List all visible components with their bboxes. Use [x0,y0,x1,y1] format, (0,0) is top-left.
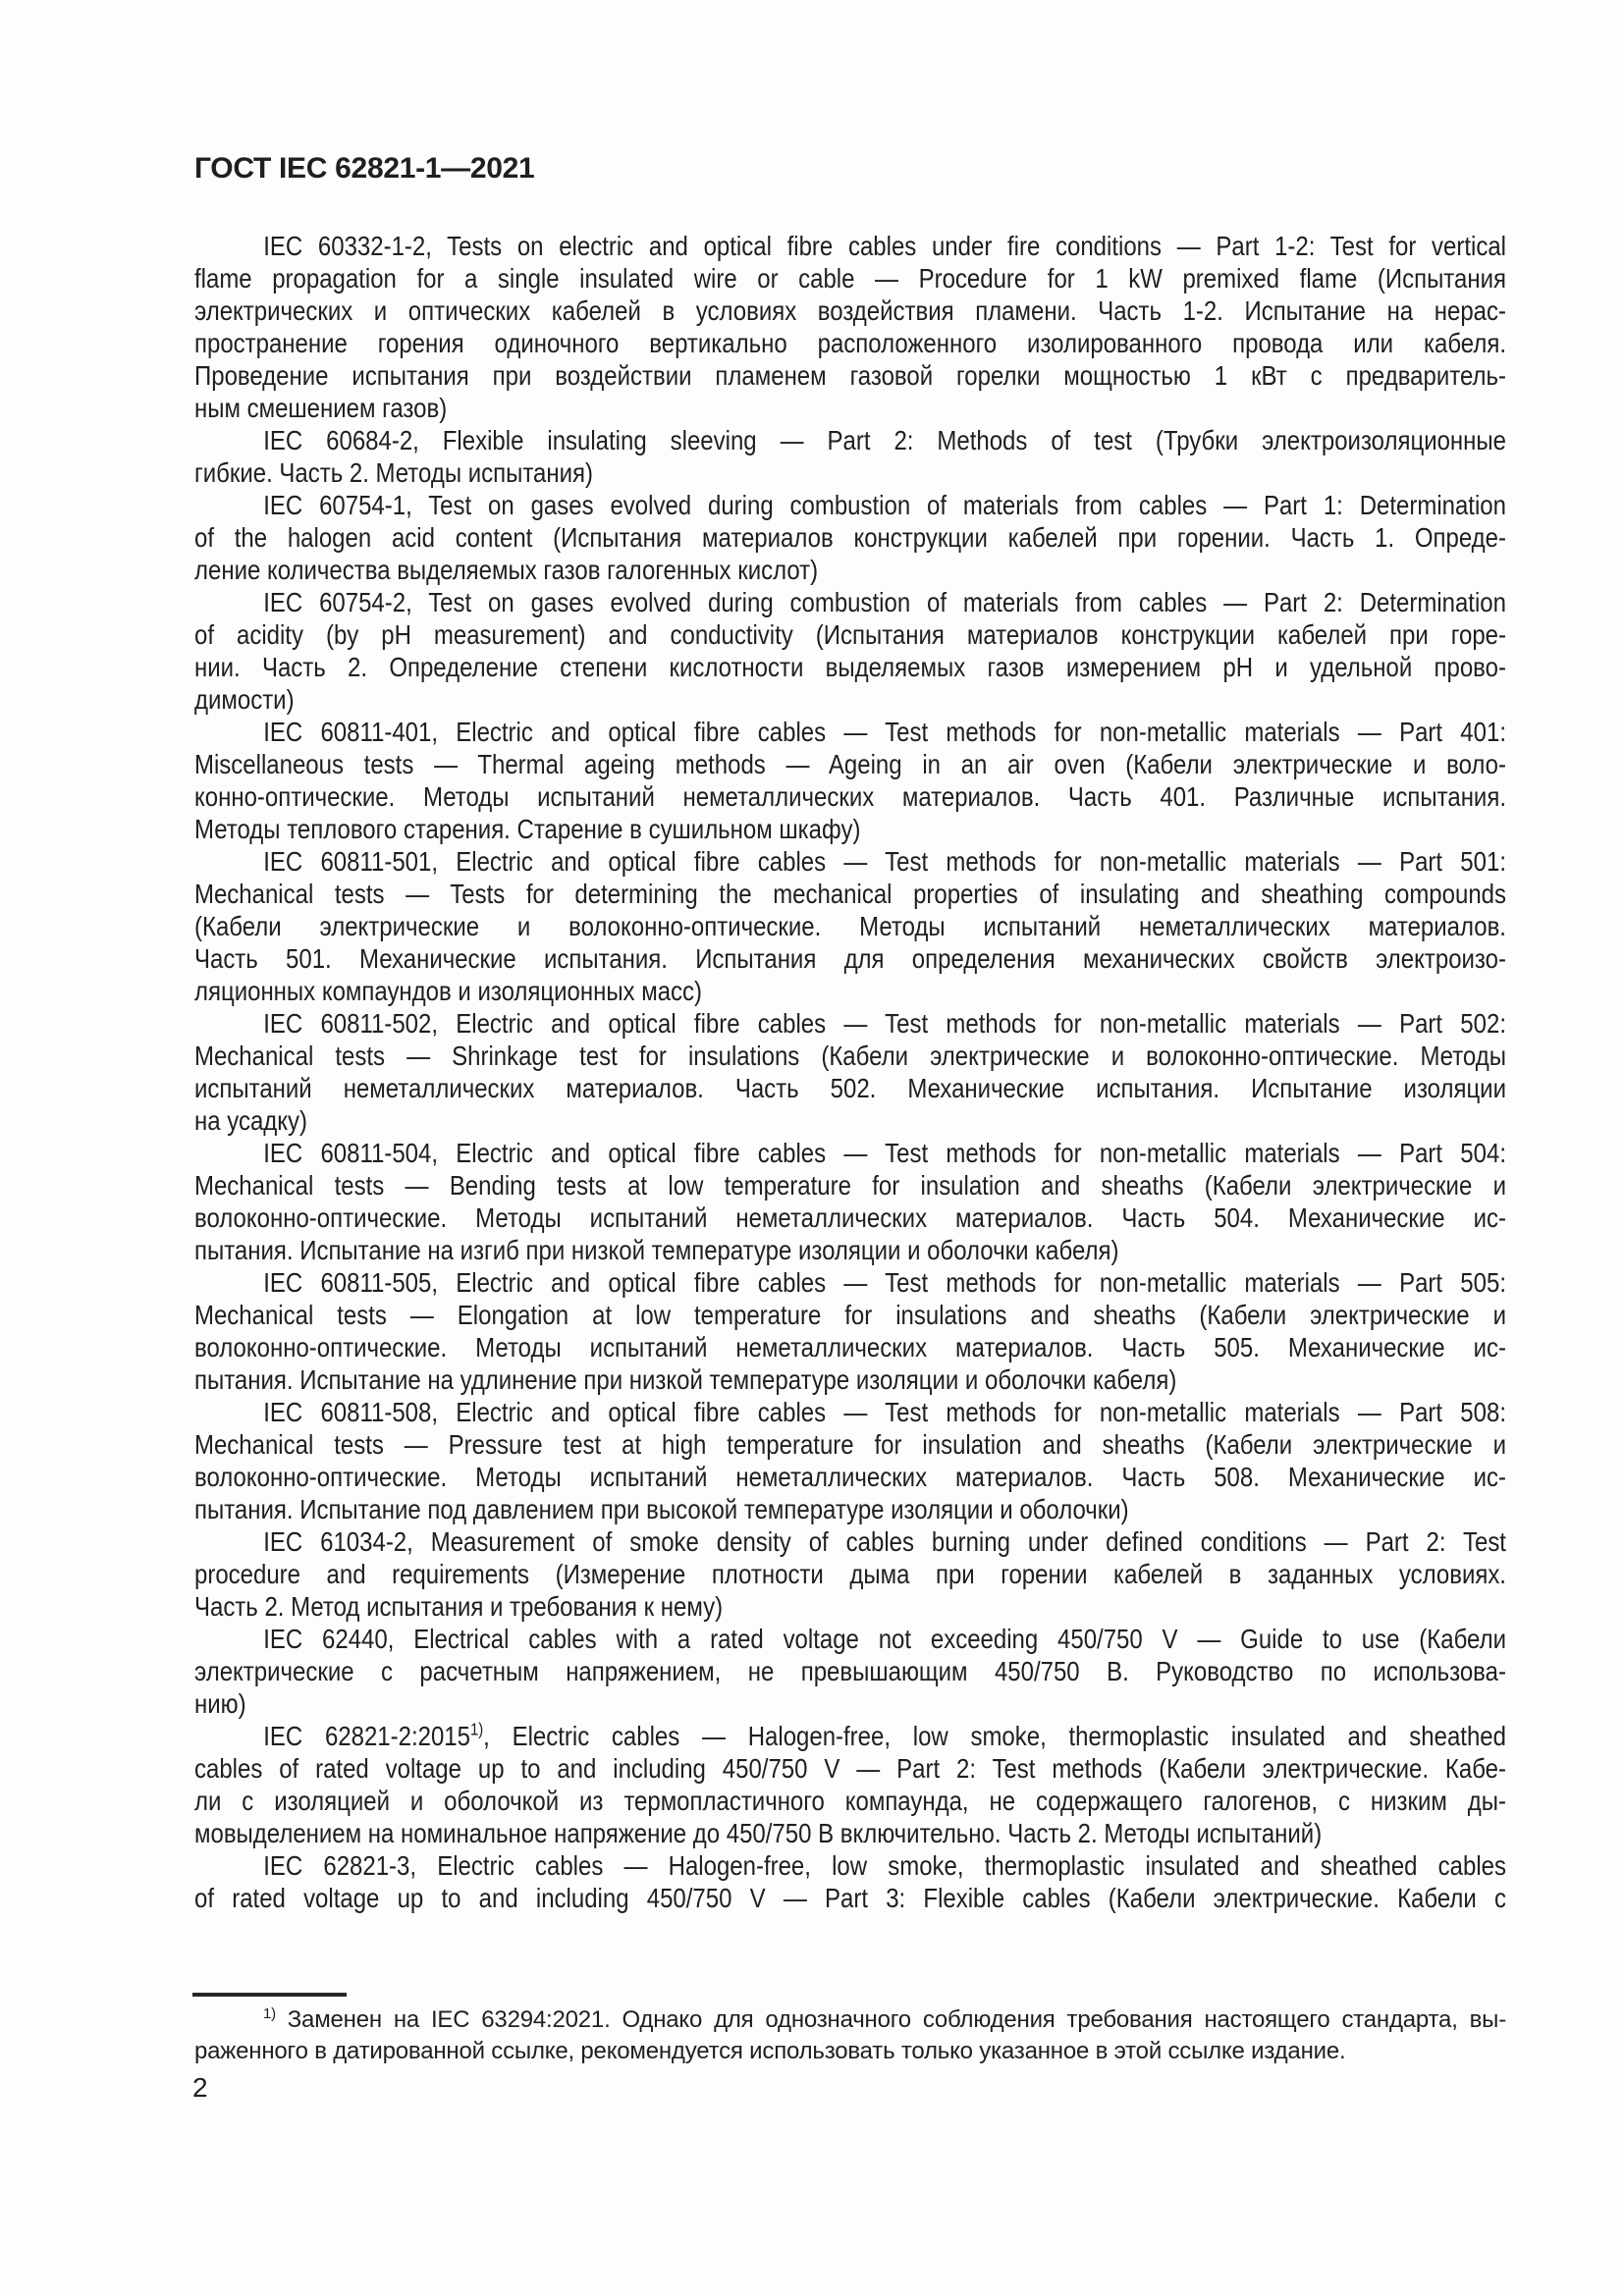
reference-line: IEC 60811-401, Electric and optical fibre cables — Test methods for non-metallic materials — Part 401: [263,717,1506,747]
reference-line: flame propagation for a single insulated wire or cable — Procedure for 1 kW premixed flame (Испытания [194,263,1506,294]
reference-line: IEC 60332-1-2, Tests on electric and optical fibre cables under fire conditions — Part 1-2: Test for vertical [263,231,1506,261]
superscript-marker: 1) [469,1720,484,1739]
reference-line: волоконно-оптические. Методы испытаний неметаллических материалов. Часть 508. Механические ис- [194,1462,1506,1492]
reference-line: Mechanical tests — Shrinkage test for insulations (Кабели электрические и волоконно-оптические. Методы [194,1041,1506,1071]
reference-paragraph [194,716,1506,845]
reference-line: IEC 62821-2:2015$^{1)}$, Electric cables — Halogen-free, low smoke, thermoplastic insulated and sheathed [263,1720,1506,1751]
reference-line: ным смешением газов) [194,393,448,423]
references-section [194,230,1506,1914]
reference-line: пытания. Испытание на изгиб при низкой температуре изоляции и оболочки кабеля) [194,1235,1119,1265]
reference-paragraph [194,230,1506,424]
reference-line: пространение горения одиночного вертикально расположенного изолированного провода или кабеля. [194,328,1506,358]
reference-paragraph [194,1525,1506,1623]
reference-line: of acidity (by pH measurement) and conductivity (Испытания материалов конструкции кабелей при горе- [194,619,1506,650]
reference-line: Часть 2. Метод испытания и требования к нему) [194,1591,724,1622]
reference-line: Mechanical tests — Bending tests at low temperature for insulation and sheaths (Кабели электрические и [194,1170,1506,1201]
reference-line: гибкие. Часть 2. Методы испытания) [194,457,593,488]
reference-line: Mechanical tests — Tests for determining the mechanical properties of insulating and sheathing compounds [194,879,1506,909]
reference-line: IEC 60811-502, Electric and optical fibre cables — Test methods for non-metallic materials — Part 502: [263,1008,1506,1039]
reference-line: IEC 62440, Electrical cables with a rated voltage not exceeding 450/750 V — Guide to use (Кабели [263,1624,1506,1654]
reference-line: димости) [194,684,295,715]
reference-line: Проведение испытания при воздействии пламенем газовой горелки мощностью 1 кВт с предваритель- [194,360,1506,391]
reference-line: ли с изоляцией и оболочкой из термопластичного компаунда, не содержащего галогенов, с низким ды- [194,1786,1506,1816]
reference-paragraph [194,1007,1506,1137]
reference-line: (Кабели электрические и волоконно-оптические. Методы испытаний неметаллических материалов. [194,911,1506,941]
reference-paragraph [194,845,1506,1007]
reference-line: procedure and requirements (Измерение плотности дыма при горении кабелей в заданных условиях. [194,1559,1506,1589]
reference-line: ление количества выделяемых газов галогенных кислот) [194,555,819,585]
reference-line: мовыделением на номинальное напряжение до 450/750 В включительно. Часть 2. Методы испытаний) [194,1818,1323,1848]
superscript-marker: 1) [263,2006,276,2022]
reference-line: of rated voltage up to and including 450/750 V — Part 3: Flexible cables (Кабели электрические. Кабели с [194,1883,1506,1913]
reference-line: Методы теплового старения. Старение в сушильном шкафу) [194,814,861,844]
footnote-line: $^{1)}$ Заменен на IEC 63294:2021. Однако для однозначного соблюдения требования настоящего стандарта, вы- [263,2006,1506,2033]
reference-line: волоконно-оптические. Методы испытаний неметаллических материалов. Часть 505. Механические ис- [194,1332,1506,1362]
page-header: ГОСТ IEC 62821-1—2021 [194,152,535,185]
reference-paragraph [194,1396,1506,1525]
reference-paragraph [194,1849,1506,1914]
reference-line: на усадку) [194,1105,308,1136]
reference-line: пытания. Испытание на удлинение при низкой температуре изоляции и оболочки кабеля) [194,1364,1177,1395]
reference-line: волоконно-оптические. Методы испытаний неметаллических материалов. Часть 504. Механические ис- [194,1202,1506,1233]
reference-line: IEC 60684-2, Flexible insulating sleeving — Part 2: Methods of test (Трубки электроизоляционные [263,425,1506,455]
reference-paragraph [194,424,1506,489]
reference-paragraph [194,1623,1506,1720]
reference-line: IEC 61034-2, Measurement of smoke density of cables burning under defined conditions — Part 2: Test [263,1526,1506,1557]
reference-paragraph [194,1266,1506,1396]
reference-line: Mechanical tests — Elongation at low temperature for insulations and sheaths (Кабели электрические и [194,1300,1506,1330]
reference-paragraph [194,1720,1506,1849]
reference-paragraph [194,586,1506,716]
reference-line: IEC 60754-2, Test on gases evolved during combustion of materials from cables — Part 2: Determination [263,587,1506,617]
reference-line: испытаний неметаллических материалов. Часть 502. Механические испытания. Испытание изоляции [194,1073,1506,1103]
reference-line: IEC 60811-504, Electric and optical fibre cables — Test methods for non-metallic materials — Part 504: [263,1138,1506,1168]
reference-line: нии. Часть 2. Определение степени кислотности выделяемых газов измерением pH и удельной прово- [194,652,1506,682]
reference-line: of the halogen acid content (Испытания материалов конструкции кабелей при горении. Часть 1. Опреде- [194,522,1506,553]
footnote-separator [192,1993,347,1997]
reference-line: электрические с расчетным напряжением, не превышающим 450/750 В. Руководство по использова- [194,1656,1506,1686]
footnote [194,2004,1506,2067]
reference-line: Mechanical tests — Pressure test at high temperature for insulation and sheaths (Кабели электрические и [194,1429,1506,1460]
reference-line: пытания. Испытание под давлением при высокой температуре изоляции и оболочки) [194,1494,1129,1524]
reference-line: конно-оптические. Методы испытаний неметаллических материалов. Часть 401. Различные испытания. [194,781,1506,812]
reference-paragraph [194,1137,1506,1266]
page-number: 2 [192,2072,208,2103]
reference-line: Часть 501. Механические испытания. Испытания для определения механических свойств электроизо- [194,943,1506,974]
reference-line: IEC 60811-505, Electric and optical fibre cables — Test methods for non-metallic materials — Part 505: [263,1267,1506,1298]
reference-line: IEC 60754-1, Test on gases evolved during combustion of materials from cables — Part 1: Determination [263,490,1506,520]
reference-line: IEC 60811-508, Electric and optical fibre cables — Test methods for non-metallic materials — Part 508: [263,1397,1506,1427]
reference-line: IEC 62821-3, Electric cables — Halogen-free, low smoke, thermoplastic insulated and sheathed cables [263,1850,1506,1881]
reference-line: электрических и оптических кабелей в условиях воздействия пламени. Часть 1-2. Испытание на нерас- [194,295,1506,326]
reference-paragraph [194,489,1506,586]
footnote-line: раженного в датированной ссылке, рекомендуется использовать только указанное в этой ссылке издание. [194,2038,1346,2064]
reference-line: Miscellaneous tests — Thermal ageing methods — Ageing in an air oven (Кабели электрические и воло- [194,749,1506,779]
reference-line: нию) [194,1688,246,1719]
reference-line: ляционных компаундов и изоляционных масс) [194,976,702,1006]
reference-line: cables of rated voltage up to and including 450/750 V — Part 2: Test methods (Кабели электрические. Кабе- [194,1753,1506,1784]
reference-line: IEC 60811-501, Electric and optical fibre cables — Test methods for non-metallic materials — Part 501: [263,846,1506,877]
